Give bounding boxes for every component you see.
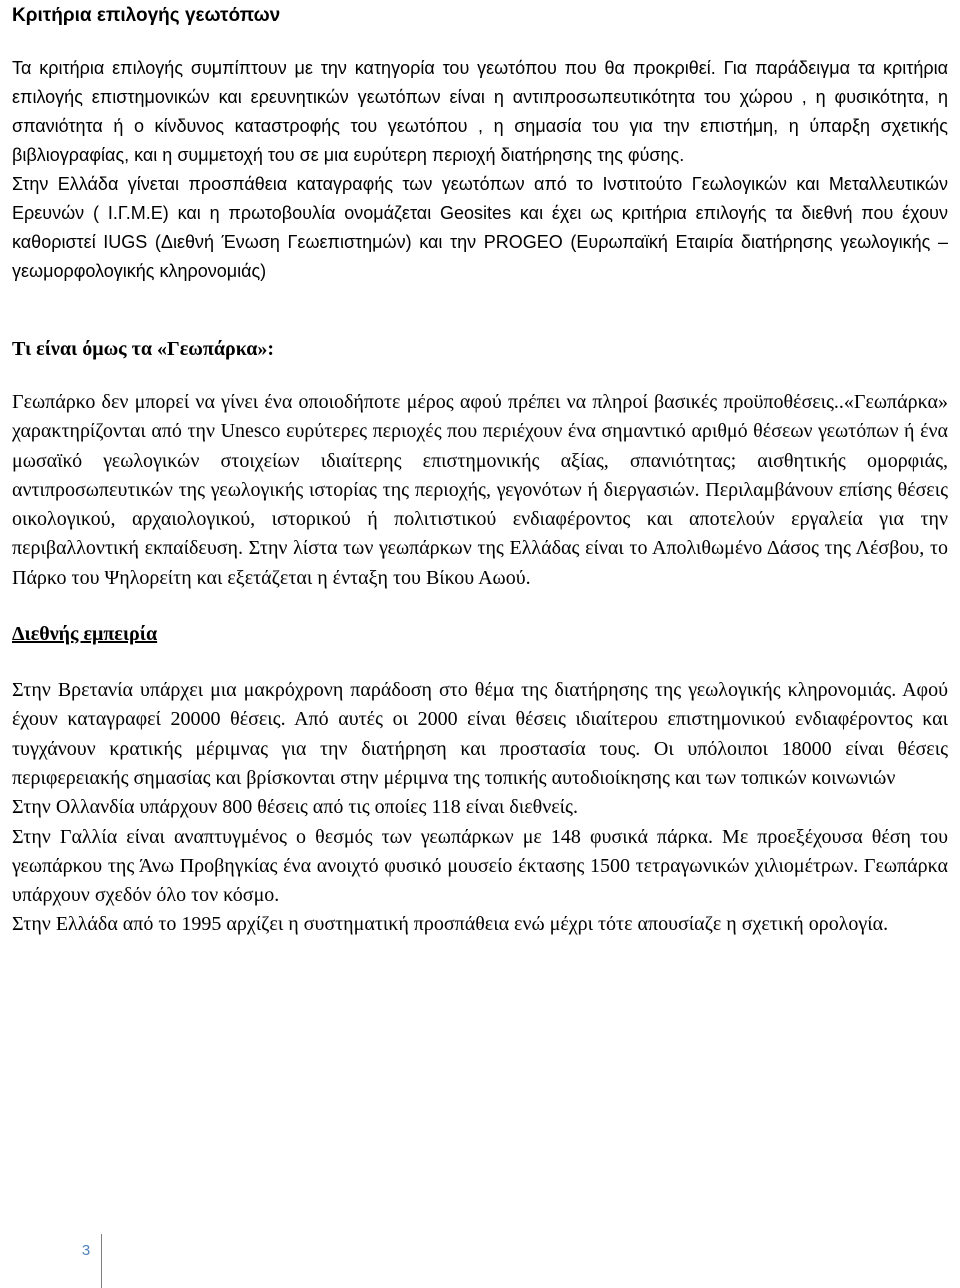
- paragraph-france: Στην Γαλλία είναι αναπτυγμένος ο θεσμός των γεωπάρκων με 148 φυσικά πάρκα. Με προεξέχουσα θέση του γεωπάρκου της Άνω Προβηγκίας ένα ανοιχτό φυσικό μουσείο έκτασης 1500 τετραγωνικών χιλιομέτρων. Γεωπάρκα υπάρχουν σχεδόν όλο τον κόσμο.: [12, 825, 948, 907]
- document-page: [12, 0, 948, 940]
- heading-geoparks: Τι είναι όμως τα «Γεωπάρκα»:: [12, 338, 275, 360]
- paragraph-netherlands: Στην Ολλανδία υπάρχουν 800 θέσεις από τις οποίες 118 είναι διεθνείς.: [12, 796, 578, 819]
- heading-international: Διεθνής εμπειρία: [12, 623, 158, 646]
- page-number: 3: [81, 1242, 91, 1259]
- page-footer: [0, 1234, 960, 1288]
- heading-criteria: Κριτήρια επιλογής γεωτόπων: [12, 5, 281, 26]
- paragraph-criteria-1: Τα κριτήρια επιλογής συμπίπτουν με την κατηγορία του γεωτόπου που θα προκριθεί. Για παράδειγμα τα κριτήρια επιλογής επιστημονικών και ερευνητικών γεωτόπων είναι η αντιπροσωπευτικότητα του χώρου , η φυσικότητα, η σπανιότητα ή ο κίνδυνος καταστροφής του γεωτόπου , η σημασία του για την επιστήμη, η ύπαρξη σχετικής βιβλιογραφίας, και η συμμετοχή του σε μια ευρύτερη περιοχή διατήρησης της φύσης.: [12, 58, 948, 165]
- paragraph-geoparks: Γεωπάρκο δεν μπορεί να γίνει ένα οποιοδήποτε μέρος αφού πρέπει να πληροί βασικές προϋποθέσεις..«Γεωπάρκα» χαρακτηρίζονται από την Unesco ευρύτερες περιοχές που περιέχουν ένα σημαντικό αριθμό θέσεων γεωτόπων ή ένα μωσαϊκό γεωλογικών στοιχείων ιδιαίτερης επιστημονικής αξίας, σπανιότητας; αισθητικής ομορφιάς, αντιπροσωπευτικών της γεωλογικής ιστορίας της περιοχής, γεγονότων ή διεργασιών. Περιλαμβάνουν επίσης θέσεις οικολογικού, αρχαιολογικού, ιστορικού ή πολιτιστικού ενδιαφέροντος και αποτελούν εργαλεία για την περιβαλλοντική εκπαίδευση. Στην λίστα των γεωπάρκων της Ελλάδας είναι το Απολιθωμένο Δάσος της Λέσβου, το Πάρκο του Ψηλορείτη και εξετάζεται η ένταξη του Βίκου Αωού.: [12, 391, 948, 589]
- paragraph-criteria-2: Στην Ελλάδα γίνεται προσπάθεια καταγραφής των γεωτόπων από το Ινστιτούτο Γεωλογικών και Μεταλλευτικών Ερευνών ( Ι.Γ.Μ.Ε) και η πρωτοβουλία ονομάζεται Geosites και έχει ως κριτήρια επιλογής τα διεθνή που έχουν καθοριστεί IUGS (Διεθνή Ένωση Γεωεπιστημών) και την PROGEO (Ευρωπαϊκή Εταιρία διατήρησης γεωλογικής – γεωμορφολογικής κληρονομιάς): [12, 174, 948, 281]
- paragraph-britain: Στην Βρετανία υπάρχει μια μακρόχρονη παράδοση στο θέμα της διατήρησης της γεωλογικής κληρονομιάς. Αφού έχουν καταγραφεί 20000 θέσεις. Από αυτές οι 2000 είναι θέσεις ιδιαίτερου επιστημονικού ενδιαφέροντος και τυγχάνουν κρατικής μέριμνας για την διατήρηση και προστασία τους. Οι υπόλοιποι 18000 είναι θέσεις περιφερειακής σημασίας και βρίσκονται στην μέριμνα της τοπικής αυτοδιοίκησης και των τοπικών κοινωνιών: [12, 679, 948, 789]
- footer-divider: [101, 1234, 102, 1288]
- paragraph-greece: Στην Ελλάδα από το 1995 αρχίζει η συστηματική προσπάθεια ενώ μέχρι τότε απουσίαζε η σχετική ορολογία.: [12, 913, 889, 936]
